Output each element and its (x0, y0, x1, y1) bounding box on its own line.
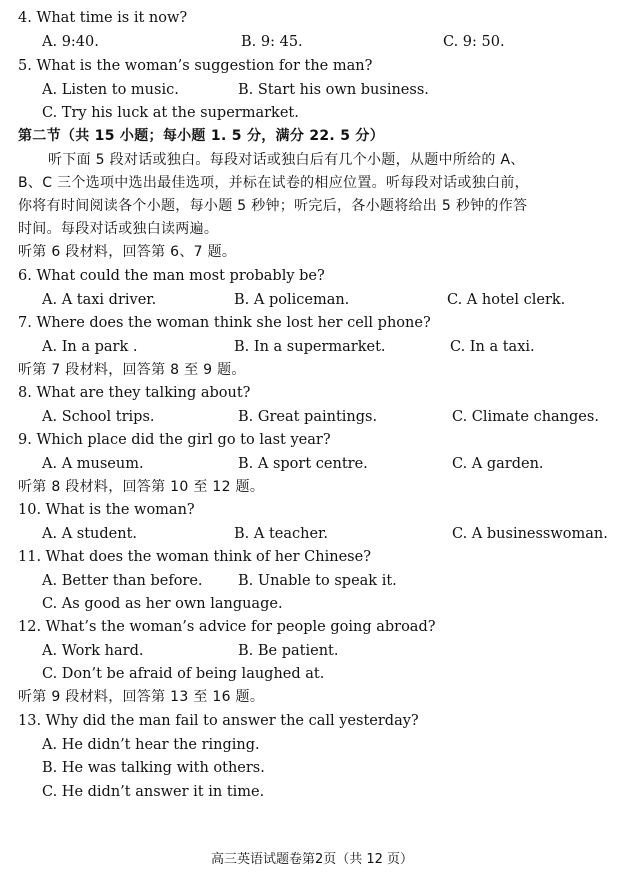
q13-option-a: A. He didn’t hear the ringing. (42, 737, 260, 753)
q12-option-a: A. Work hard. (42, 643, 144, 659)
q4-option-b: B. 9: 45. (241, 34, 303, 50)
q10-option-c: C. A businesswoman. (452, 526, 608, 542)
q7-option-b: B. In a supermarket. (234, 339, 386, 355)
q9-option-b: B. A sport centre. (238, 456, 368, 472)
q10-option-a: A. A student. (42, 526, 138, 542)
section-2-instructions-line-1: 听下面 5 段对话或独白。每段对话或独白后有几个小题，从题中所给的 A、 (48, 152, 525, 168)
q4-option-c: C. 9: 50. (443, 34, 505, 50)
q12-option-b: B. Be patient. (238, 643, 339, 659)
q6-option-b: B. A policeman. (234, 292, 350, 308)
q9-option-c: C. A garden. (452, 456, 544, 472)
material-8-heading: 听第 8 段材料，回答第 10 至 12 题。 (18, 479, 265, 495)
q7-option-a: A. In a park . (42, 339, 138, 355)
section-2-instructions-line-3: 你将有时间阅读各个小题，每小题 5 秒钟；听完后，各小题将给出 5 秒钟的作答 (18, 198, 528, 214)
section-2-instructions-line-2: B、C 三个选项中选出最佳选项，并标在试卷的相应位置。听每段对话或独白前， (18, 175, 529, 191)
q5-option-a: A. Listen to music. (42, 82, 179, 98)
q11-option-a: A. Better than before. (42, 573, 203, 589)
section-2-heading: 第二节（共 15 小题；每小题 1. 5 分，满分 22. 5 分） (18, 128, 385, 144)
page-footer: 高三英语试题卷第2页（共 12 页） (210, 852, 414, 867)
q5-option-c: C. Try his luck at the supermarket. (42, 105, 299, 121)
q8-option-a: A. School trips. (42, 409, 155, 425)
question-5: 5. What is the woman’s suggestion for the man? (18, 58, 373, 74)
question-12: 12. What’s the woman’s advice for people going abroad? (18, 619, 436, 635)
q4-option-a: A. 9:40. (42, 34, 99, 50)
question-13: 13. Why did the man fail to answer the call yesterday? (18, 713, 419, 729)
q5-option-b: B. Start his own business. (238, 82, 429, 98)
question-7: 7. Where does the woman think she lost her cell phone? (18, 315, 431, 331)
question-10: 10. What is the woman? (18, 502, 195, 518)
question-9: 9. Which place did the girl go to last year? (18, 432, 331, 448)
question-11: 11. What does the woman think of her Chinese? (18, 549, 371, 565)
material-6-heading: 听第 6 段材料，回答第 6、7 题。 (18, 244, 237, 260)
question-8: 8. What are they talking about? (18, 385, 251, 401)
question-6: 6. What could the man most probably be? (18, 268, 325, 284)
q11-option-c: C. As good as her own language. (42, 596, 283, 612)
q13-option-b: B. He was talking with others. (42, 760, 265, 776)
section-2-instructions-line-4: 时间。每段对话或独白读两遍。 (18, 221, 219, 237)
q7-option-c: C. In a taxi. (450, 339, 535, 355)
q9-option-a: A. A museum. (42, 456, 144, 472)
q8-option-c: C. Climate changes. (452, 409, 599, 425)
q6-option-a: A. A taxi driver. (42, 292, 157, 308)
q13-option-c: C. He didn’t answer it in time. (42, 784, 265, 800)
material-7-heading: 听第 7 段材料，回答第 8 至 9 题。 (18, 362, 246, 378)
q6-option-c: C. A hotel clerk. (447, 292, 566, 308)
q12-option-c: C. Don’t be afraid of being laughed at. (42, 666, 325, 682)
q11-option-b: B. Unable to speak it. (238, 573, 397, 589)
material-9-heading: 听第 9 段材料，回答第 13 至 16 题。 (18, 689, 265, 705)
q10-option-b: B. A teacher. (234, 526, 328, 542)
question-4: 4. What time is it now? (18, 10, 188, 26)
q8-option-b: B. Great paintings. (238, 409, 378, 425)
